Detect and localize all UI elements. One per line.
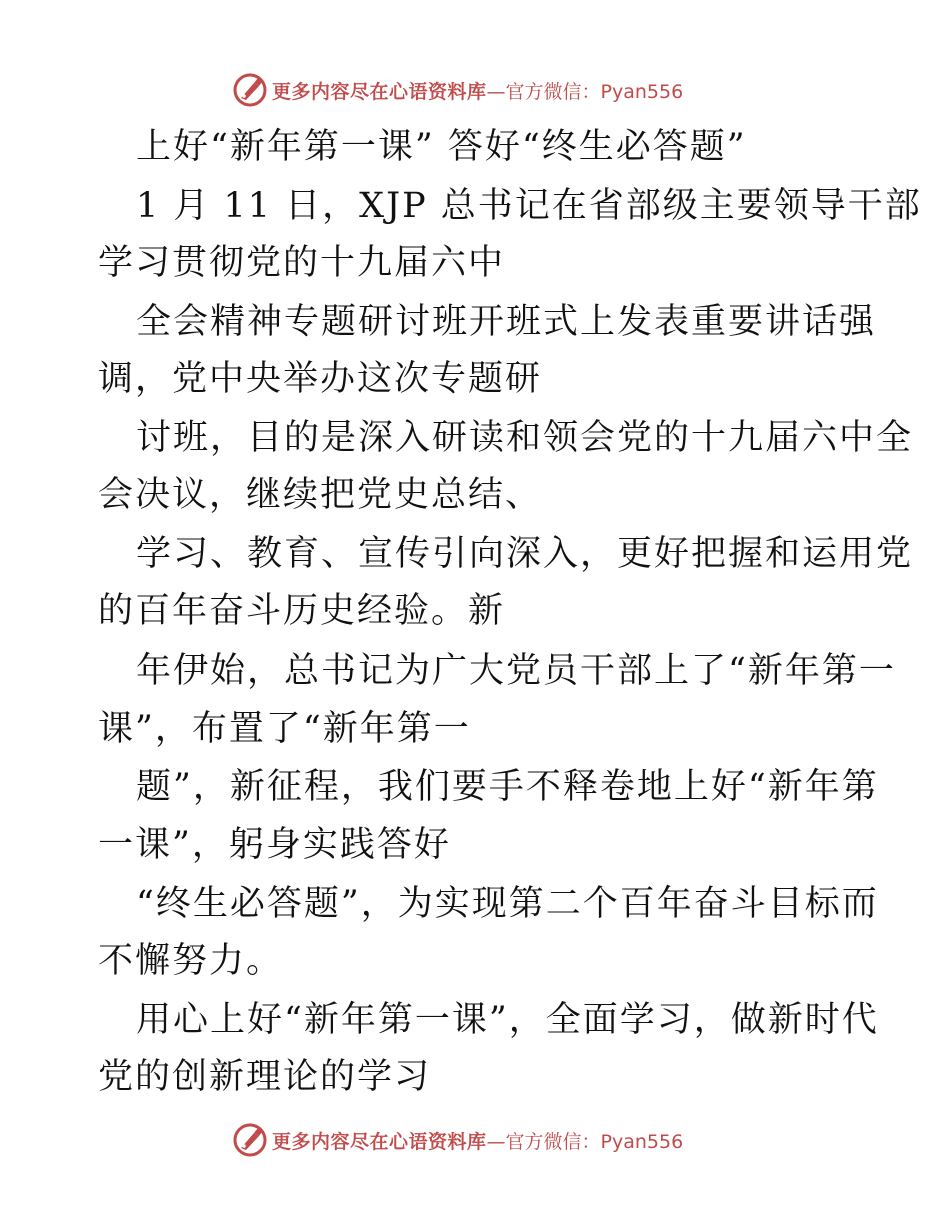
- watermark-main-text: 更多内容尽在心语资料库: [272, 80, 487, 103]
- paragraph-line: 不懈努力。: [98, 941, 284, 981]
- paragraph-line: 年伊始，总书记为广大党员干部上了“新年第一: [136, 651, 896, 691]
- paragraph-line: 调，党中央举办这次专题研: [98, 359, 543, 399]
- paragraph-line: 会决议，继续把党史总结、: [98, 475, 543, 515]
- paragraph-line: 题”，新征程，我们要手不释卷地上好“新年第: [136, 767, 879, 807]
- document-title: 上好“新年第一课” 答好“终生必答题”: [136, 127, 747, 167]
- paragraph-line: 党的创新理论的学习: [98, 1057, 432, 1097]
- paragraph-line: 讨班，目的是深入研读和领会党的十九届六中全: [136, 418, 914, 458]
- paragraph-line: 的百年奋斗历史经验。新: [98, 591, 506, 631]
- watermark-wechat-text: —官方微信：Pyan556: [486, 1130, 684, 1153]
- paragraph-line: 一课”，躬身实践答好: [98, 825, 451, 865]
- paragraph-line: 1 月 11 日，XJP 总书记在省部级主要领导干部: [136, 186, 922, 226]
- header-watermark: [232, 70, 683, 110]
- watermark-main-text: 更多内容尽在心语资料库: [272, 1130, 487, 1153]
- paragraph-line: 用心上好“新年第一课”，全面学习，做新时代: [136, 1000, 879, 1040]
- pen-nib-icon: [232, 72, 268, 108]
- footer-watermark: [232, 1120, 683, 1160]
- paragraph-line: 学习贯彻党的十九届六中: [98, 243, 506, 283]
- paragraph-line: 全会精神专题研讨班开班式上发表重要讲话强: [136, 302, 877, 342]
- paragraph-line: 课”，布置了“新年第一: [98, 709, 471, 749]
- paragraph-line: 学习、教育、宣传引向深入，更好把握和运用党: [136, 534, 914, 574]
- paragraph-line: “终生必答题”，为实现第二个百年奋斗目标而: [136, 884, 879, 924]
- pen-nib-icon: [232, 1122, 268, 1158]
- watermark-wechat-text: —官方微信：Pyan556: [486, 80, 684, 103]
